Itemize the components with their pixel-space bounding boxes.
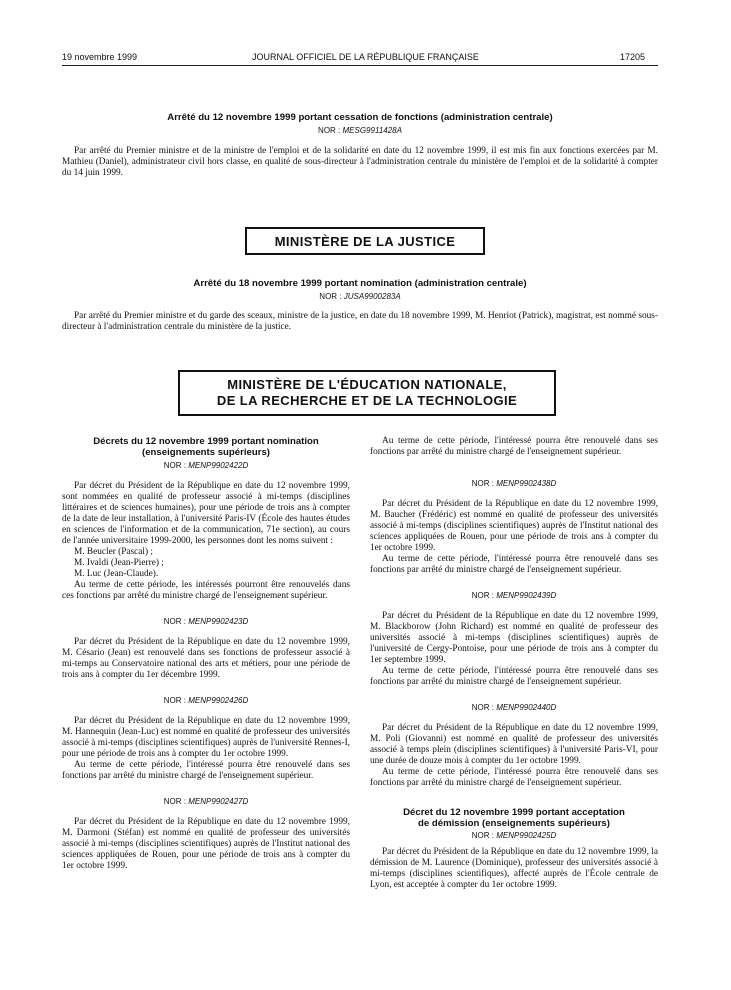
nor-line (370, 702, 658, 713)
nor-code: JUSA9900283A (343, 292, 401, 301)
section-title: Arrêté du 12 novembre 1999 portant cessation de fonctions (administration centrale) (167, 112, 553, 123)
decree-paragraph: Au terme de cette période, l'intéressé pourra être renouvelé dans ses fonctions par arrêté du ministre chargé de l'enseignement supérieur. (370, 767, 658, 788)
nor-line (62, 292, 658, 301)
section-cessation (62, 112, 658, 179)
ministry-heading-line2: DE LA RECHERCHE ET DE LA TECHNOLOGIE (216, 393, 518, 408)
list-item: M. Ivaldi (Jean-Pierre) ; (74, 558, 164, 568)
nor-label: NOR : (471, 831, 497, 840)
nor-label: NOR : (318, 126, 343, 135)
header-date: 19 novembre 1999 (62, 52, 138, 62)
decree-paragraph: Par décret du Président de la République en date du 12 novembre 1999, sont nommées en qualité de professeur associé à mi-temps (disciplines littéraires et de sciences humaines), pour une période de trois ans à compter de la date de leur installation, à l'université Paris-IV (École des hautes études en sciences de l'information et de la communication, 71e section), au cours de l'année universitaire 1999-2000, les personnes dont les noms suivent : (62, 481, 350, 546)
decree-paragraph: Par décret du Président de la République en date du 12 novembre 1999, la démission de M. Laurence (Dominique), professeur des universités associé à mi-temps (disciplines scientifiques), affecté auprès de l'École centrale de Lyon, est acceptée à compter du 1er octobre 1999. (370, 847, 658, 890)
nor-code: MENP9902439D (496, 591, 557, 600)
nor-label: NOR : (471, 703, 497, 712)
decree-paragraph: Par décret du Président de la République en date du 12 novembre 1999, M. Hannequin (Jean-Luc) est nommé en qualité de professeur des universités associé à mi-temps (disciplines scientifiques) auprès de l'université Rennes-I, pour une période de trois ans à compter du 1er octobre 1999. (62, 716, 350, 759)
decree-paragraph: Par décret du Président de la République en date du 12 novembre 1999, M. Césario (Jean) est renouvelé dans ses fonctions de professeur associé à mi-temps au Conservatoire national des arts et métiers, pour une période de trois ans à compter du 1er décembre 1999. (62, 637, 350, 680)
ministry-justice-heading: MINISTÈRE DE LA JUSTICE (245, 227, 485, 255)
nor-code: MESG9911428A (342, 126, 402, 135)
nor-label: NOR : (471, 479, 497, 488)
decrets-title (62, 436, 350, 458)
list-item: M. Beucler (Pascal) ; (74, 547, 153, 557)
decree-paragraph: Par décret du Président de la République en date du 12 novembre 1999, M. Darmoni (Stéfan) est nommé en qualité de professeur des universités associé à mi-temps (disciplines scientifiques) auprès de l'Institut national des sciences appliquées de Rouen, pour une période de trois ans à compter du 1er octobre 1999. (62, 817, 350, 871)
nor-code: MENP9902426D (188, 696, 249, 705)
decree-paragraph: Par décret du Président de la République en date du 12 novembre 1999, M. Poli (Giovanni) est nommé en qualité de professeur des universités associé à temps plein (disciplines scientifiques) à l'université Paris-VI, pour une durée de douze mois à compter du 1er octobre 1999. (370, 723, 658, 766)
ministry-heading-line1: MINISTÈRE DE L'ÉDUCATION NATIONALE, (227, 377, 507, 392)
nor-line (62, 126, 658, 135)
nor-line (62, 695, 350, 706)
nor-label: NOR : (471, 591, 497, 600)
nor-label: NOR : (319, 292, 344, 301)
decret-demission-title-line1: Décret du 12 novembre 1999 portant acceptation (403, 807, 625, 818)
nor-line (370, 590, 658, 601)
decret-demission-title (370, 807, 658, 829)
list-item: M. Luc (Jean-Claude). (74, 569, 159, 579)
nor-line (62, 796, 350, 807)
header-rule (62, 65, 658, 66)
decrets-title-line2: (enseignements supérieurs) (142, 447, 270, 458)
decree-paragraph: Au terme de cette période, les intéressés pourront être renouvelés dans ces fonctions par arrêté du ministre chargé de l'enseignement supérieur. (62, 580, 350, 601)
section-text: Par arrêté du Premier ministre et du garde des sceaux, ministre de la justice, en date du 18 novembre 1999, M. Henriot (Patrick), magistrat, est nommé sous-directeur à l'administration centrale du ministère de la justice. (62, 311, 658, 332)
nor-label: NOR : (163, 461, 189, 470)
decree-paragraph: Au terme de cette période, l'intéressé pourra être renouvelé dans ses fonctions par arrêté du ministre chargé de l'enseignement supérieur. (370, 554, 658, 575)
section-nomination (62, 278, 658, 333)
nor-label: NOR : (163, 617, 189, 626)
right-column (370, 436, 658, 891)
decree-paragraph: Au terme de cette période, l'intéressé pourra être renouvelé dans ses fonctions par arrêté du ministre chargé de l'enseignement supérieur. (62, 760, 350, 781)
nor-code: MENP9902427D (188, 797, 249, 806)
decrets-title-line1: Décrets du 12 novembre 1999 portant nomination (93, 436, 319, 447)
header-page-number: 17205 (619, 52, 645, 62)
nor-line (370, 478, 658, 489)
decree-paragraph: Au terme de cette période, l'intéressé pourra être renouvelé dans ses fonctions par arrêté du ministre chargé de l'enseignement supérieur. (370, 436, 658, 457)
nor-label: NOR : (163, 696, 189, 705)
nor-label: NOR : (163, 797, 189, 806)
nor-code: MENP9902423D (188, 617, 249, 626)
decree-paragraph: Par décret du Président de la République en date du 12 novembre 1999, M. Blackborow (John Richard) est nommé en qualité de professeur des universités associé à mi-temps (disciplines scientifiques) auprès de l'université de Cergy-Pontoise, pour une période de trois ans à compter du 1er septembre 1999. (370, 611, 658, 665)
ministry-education-heading (178, 370, 556, 416)
nor-code: MENP9902422D (188, 461, 249, 470)
nor-line (370, 830, 658, 841)
decree-paragraph: Au terme de cette période, l'intéressé pourra être renouvelé dans ses fonctions par arrêté du ministre chargé de l'enseignement supérieur. (370, 666, 658, 687)
nor-code: MENP9902425D (496, 831, 557, 840)
names-list (62, 547, 350, 580)
header-journal-title: JOURNAL OFFICIEL DE LA RÉPUBLIQUE FRANÇAISE (252, 52, 479, 62)
decree-paragraph: Par décret du Président de la République en date du 12 novembre 1999, M. Baucher (Frédéric) est nommé en qualité de professeur des universités associé à mi-temps (disciplines scientifiques) auprès de l'Institut national des sciences appliquées de Rouen, pour une période de trois ans à compter du 1er octobre 1999. (370, 499, 658, 553)
nor-line (62, 460, 350, 471)
decret-demission-title-line2: de démission (enseignements supérieurs) (418, 818, 610, 829)
section-text: Par arrêté du Premier ministre et de la ministre de l'emploi et de la solidarité en date du 12 novembre 1999, il est mis fin aux fonctions exercées par M. Mathieu (Daniel), administrateur civil hors classe, en qualité de sous-directeur à l'administration centrale du ministère de l'emploi et de la solidarité à compter du 14 juin 1999. (62, 146, 658, 178)
nor-line (62, 616, 350, 627)
left-column (62, 436, 350, 872)
nor-code: MENP9902440D (496, 703, 557, 712)
nor-code: MENP9902438D (496, 479, 557, 488)
section-title: Arrêté du 18 novembre 1999 portant nomination (administration centrale) (193, 278, 527, 289)
